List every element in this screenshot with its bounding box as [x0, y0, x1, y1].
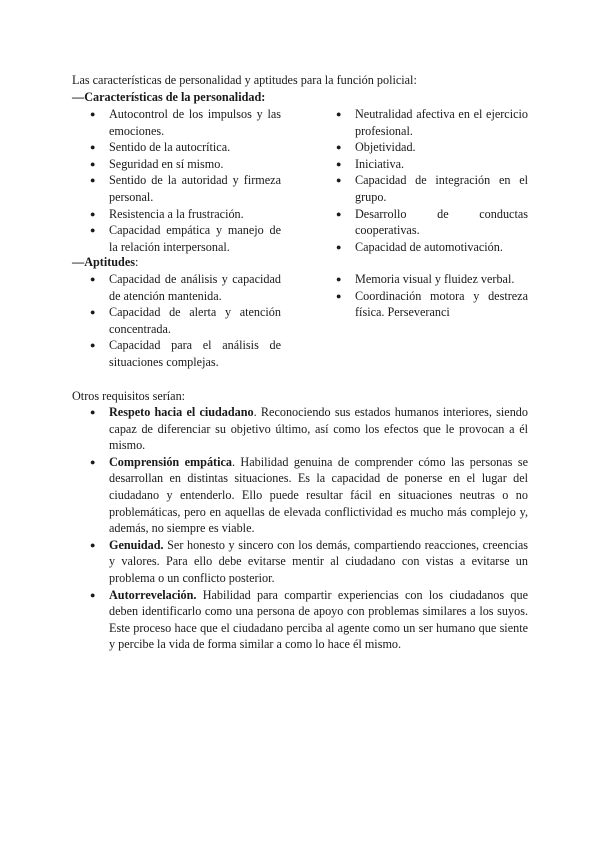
aptitudes-heading: [72, 254, 138, 271]
requirement-text: Habilidad para compartir experiencias con los ciudadanos que deben identificarlo como una persona de apoyo con problemas similares a los suyos. Este proceso hace que el ciudadano perciba al agente como un ser humano que siente y percibe la vida de forma similar a como lo hace él mismo.: [109, 587, 528, 652]
list-item: ● Capacidad para el análisis de situaciones complejas.: [90, 337, 281, 370]
list-item: ● Capacidad de automotivación.: [336, 239, 528, 256]
intro-text: Las características de personalidad y aptitudes para la función policial:: [72, 73, 417, 87]
personality-left-list: [90, 106, 281, 255]
list-item: ● Autocontrol de los impulsos y las emociones.: [90, 106, 281, 139]
list-item: ● Neutralidad afectiva en el ejercicio profesional.: [336, 106, 528, 139]
list-item: ● Capacidad de análisis y capacidad de atención mantenida.: [90, 271, 281, 304]
requirement-item: [90, 537, 528, 587]
requirements-list: [90, 404, 528, 653]
personality-dash: —: [72, 90, 85, 104]
personality-heading-text: Características de la personalidad:: [84, 90, 266, 104]
requirement-item: [90, 404, 528, 454]
requirement-title: Respeto hacia el ciudadano: [109, 405, 254, 419]
list-item: ● Resistencia a la frustración.: [90, 206, 281, 223]
requirement-text: . Habilidad genuina de comprender cómo las personas se desarrollan en distintas situaciones. Es la capacidad de ponerse en el lugar del ciudadano y entenderlo. Ello puede resultar fácil en situaciones neutras o no problemáticas, pero en aquellas de elevada conflictividad es mucho más complejo y, además, no siempre es viable.: [109, 454, 528, 536]
aptitudes-colon: :: [134, 255, 139, 269]
aptitudes-dash: —: [72, 255, 85, 269]
aptitudes-right-list: [336, 271, 528, 321]
list-item: ● Memoria visual y fluidez verbal.: [336, 271, 528, 288]
personality-heading: [72, 89, 265, 106]
list-item: ● Sentido de la autoridad y firmeza personal.: [90, 172, 281, 205]
list-item: ● Objetividad.: [336, 139, 528, 156]
list-item: ● Coordinación motora y destreza física. Perseveranci: [336, 288, 528, 321]
other-requirements-label: Otros requisitos serían:: [72, 389, 186, 403]
aptitudes-left-list: [90, 271, 281, 371]
requirement-title: Autorrevelación.: [109, 587, 197, 602]
list-item: ● Sentido de la autocrítica.: [90, 139, 281, 156]
requirement-title: Genuidad.: [109, 537, 164, 552]
list-item: ● Iniciativa.: [336, 156, 528, 173]
requirement-item: [90, 454, 528, 537]
requirement-text: Ser honesto y sincero con los demás, compartiendo reacciones, creencias y valores. Para ello debe evitarse mentir al ciudadano con vistas a evitarse un problema o un conflicto posterior.: [109, 537, 528, 585]
list-item: ● Capacidad de integración en el grupo.: [336, 172, 528, 205]
list-item: ● Seguridad en sí mismo.: [90, 156, 281, 173]
requirement-item: [90, 587, 528, 653]
requirement-text: . Reconociendo sus estados humanos interiores, siendo capaz de diferenciar su objetivo último, así como los efectos que le provocan a él mismo.: [109, 405, 528, 453]
list-item: ● Capacidad empática y manejo de la relación interpersonal.: [90, 222, 281, 255]
personality-right-list: [336, 106, 528, 255]
aptitudes-heading-text: Aptitudes: [84, 255, 135, 269]
list-item: ● Capacidad de alerta y atención concentrada.: [90, 304, 281, 337]
list-item: ● Desarrollo de conductas cooperativas.: [336, 206, 528, 239]
requirement-title: Comprensión empática: [109, 454, 232, 469]
